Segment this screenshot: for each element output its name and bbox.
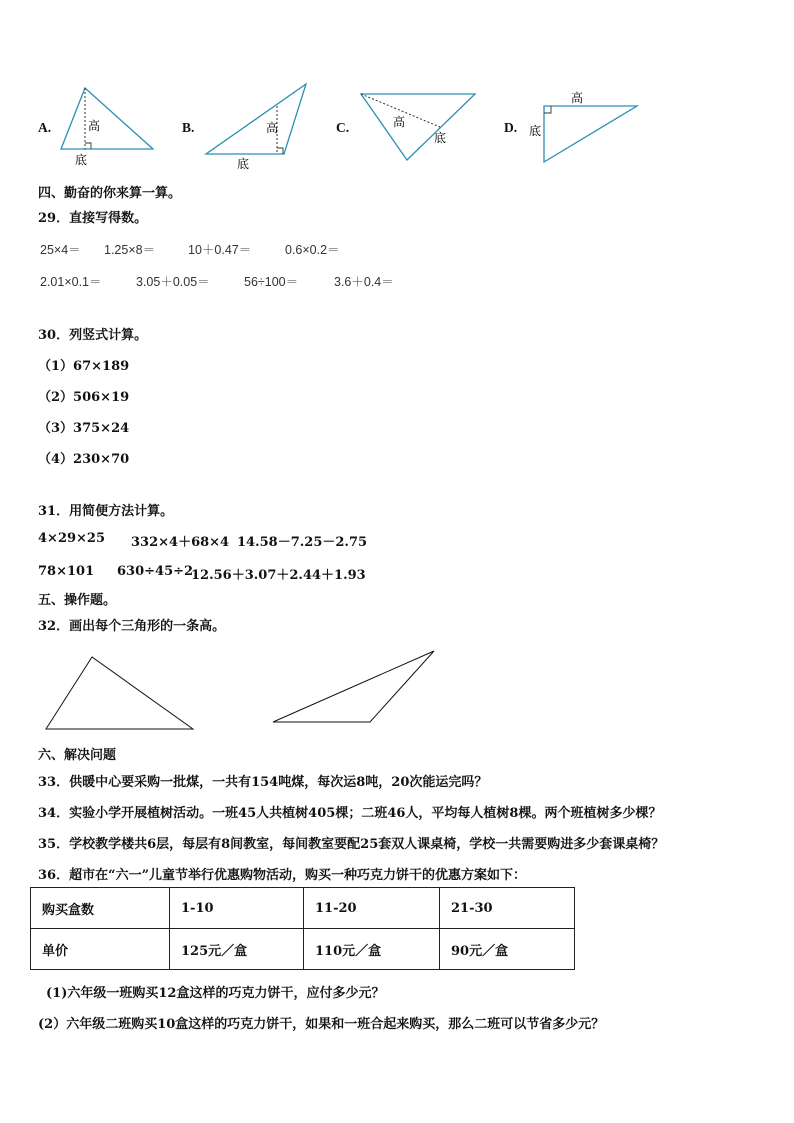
option-b-triangle <box>200 80 312 170</box>
q30-item: （3）375×24 <box>38 421 130 436</box>
section-4-title: 四、勤奋的你来算一算。 <box>38 186 182 201</box>
table-cell: 21-30 <box>440 888 575 929</box>
table-cell: 购买盒数 <box>31 888 170 929</box>
option-c-label: C. <box>336 120 350 135</box>
q31-item: 12.56＋3.07＋2.44＋1.93 <box>191 568 366 583</box>
q30-title: 30．列竖式计算。 <box>38 328 148 343</box>
option-d-triangle <box>527 88 642 166</box>
option-a-label: A. <box>38 120 52 135</box>
q33-text: 33．供暖中心要采购一批煤，一共有154吨煤，每次运8吨，20次能运完吗？ <box>38 775 488 790</box>
q36-sub2: (2）六年级二班购买10盒这样的巧克力饼干，如果和一班合起来购买，那么二班可以节省多少元？ <box>38 1017 605 1032</box>
q32-triangle-1 <box>46 657 193 729</box>
q32-triangles <box>40 650 440 735</box>
q29-item: 56÷100＝ <box>244 275 299 289</box>
option-c-triangle <box>355 88 480 166</box>
table-cell: 11-20 <box>304 888 440 929</box>
q30-item: （1）67×189 <box>38 359 130 374</box>
option-c-height: 高 <box>393 115 406 129</box>
q31-item: 78×101 <box>38 564 95 579</box>
q29-item: 10＋0.47＝ <box>188 243 252 257</box>
table-row <box>31 929 575 970</box>
q36-text: 36．超市在“六一”儿童节举行优惠购物活动，购买一种巧克力饼干的优惠方案如下： <box>38 868 527 883</box>
q29-item: 2.01×0.1＝ <box>40 275 102 289</box>
q31-item: 332×4＋68×4 <box>131 535 230 550</box>
q31-item: 14.58－7.25－2.75 <box>237 535 368 550</box>
option-b-base: 底 <box>237 157 250 170</box>
option-a-triangle <box>55 80 160 170</box>
table-cell: 125元／盒 <box>170 929 304 970</box>
table-cell: 单价 <box>31 929 170 970</box>
q29-item: 0.6×0.2＝ <box>285 243 340 257</box>
option-d-height: 高 <box>571 91 584 105</box>
section-5-title: 五、操作题。 <box>38 593 117 608</box>
q32-triangle-2 <box>273 651 434 722</box>
q29-item: 3.6＋0.4＝ <box>334 275 394 289</box>
price-table <box>30 887 575 970</box>
q31-title: 31．用简便方法计算。 <box>38 504 174 519</box>
option-d-label: D. <box>504 120 518 135</box>
q29-item: 1.25×8＝ <box>104 243 156 257</box>
q35-text: 35．学校教学楼共6层，每层有8间教室，每间教室要配25套双人课桌椅，学校一共需要购进多少套课桌椅？ <box>38 837 665 852</box>
q31-item: 4×29×25 <box>38 531 106 546</box>
section-6-title: 六、解决问题 <box>38 748 117 763</box>
q29-item: 25×4＝ <box>40 243 81 257</box>
q36-sub1: (1)六年级一班购买12盒这样的巧克力饼干，应付多少元？ <box>46 986 385 1001</box>
option-a-height: 高 <box>88 119 101 133</box>
table-row <box>31 888 575 929</box>
q30-item: （2）506×19 <box>38 390 130 405</box>
table-cell: 90元／盒 <box>440 929 575 970</box>
q31-item: 630÷45÷2 <box>117 564 194 579</box>
option-a-base: 底 <box>75 153 88 167</box>
q32-title: 32．画出每个三角形的一条高。 <box>38 619 226 634</box>
option-c-base: 底 <box>434 131 447 145</box>
q29-item: 3.05＋0.05＝ <box>136 275 210 289</box>
table-cell: 110元／盒 <box>304 929 440 970</box>
q30-item: （4）230×70 <box>38 452 130 467</box>
option-b-height: 高 <box>266 121 279 135</box>
table-cell: 1-10 <box>170 888 304 929</box>
option-d-base: 底 <box>529 124 542 138</box>
q34-text: 34．实验小学开展植树活动。一班45人共植树405棵；二班46人，平均每人植树8棵。两个班植树多少棵？ <box>38 806 662 821</box>
q29-title: 29．直接写得数。 <box>38 211 148 226</box>
option-b-label: B. <box>182 120 195 135</box>
